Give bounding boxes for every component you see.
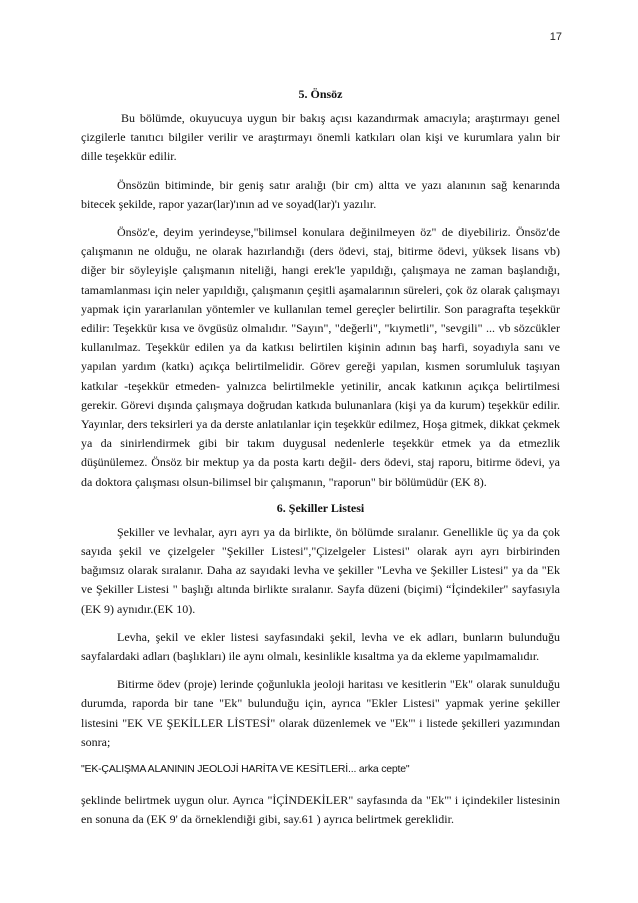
section-heading-sekiller-listesi: 6. Şekiller Listesi bbox=[276, 500, 365, 515]
paragraph-sekiller-order: Şekiller ve levhalar, ayrı ayrı ya da birlikte, ön bölümde sıralanır. Genellikle üç ya da çok sayıda şekil ve çizelgeler "Şekiller Listesi","Çizelgeler Listesi" olarak ayrı ayrı birbirinden bağımsız olarak sıralanır. Daha az sayıdaki levha ve şekiller "Levha ve Şekiller Listesi" ya da "Ek ve Şekiller Listesi " başlığı altında birlikte sıralanır. Sayfa düzeni (biçimi) “İçindekiler" sayfasıyla (EK 9) aynıdır.(EK 10). bbox=[81, 524, 560, 616]
paragraph-onsoz-signature: Önsözün bitiminde, bir geniş satır aralığı (bir cm) altta ve yazı alanının sağ kenarında bitecek şekilde, rapor yazar(lar)'ının ad ve soyad(lar)'ı yazılır. bbox=[81, 177, 560, 211]
document-body bbox=[81, 85, 560, 839]
paragraph-onsoz-content: Önsöz'e, deyim yerindeyse,"bilimsel konulara değinilmeyen öz" de diyebiliriz. Önsöz'de çalışmanın ne olduğu, ne olarak hazırlandığı (ders ödevi, staj, bitirme ödevi, yüksek lisans vb) diğer bir söyleyişle çalışmanın niteliği, hangi erek'le yapıldığı, çalışmaya ne zaman başlandığı, tamamlanması için neler yapıldığı, çalışmanın çeşitli aşamalarının süreleri, çok öz olarak çalışmayı yapmak için yararlanılan yöntemler ve kullanılan temel gereçler belirtilir. Son paragrafta teşekkür edilir: Teşekkür kısa ve övgüsüz olmalıdır. "Sayın", "değerli", "kıymetli", "sevgili" ... vb sözcükler kullanılmaz. Teşekkür edilen ya da katkısı belirtilen kişinin adının baş harfi, soyadıyla sanı ve yapılan yardım (katkı) açıkça belirtilmelidir. Görev gereği yapılan, kısmen sorumluluk taşıyan katkılar -teşekkür etmeden- yalnızca belirtilmekle yetinilir, ancak katkının açıkça belirtilmesi gerekir. Görevi dışında çalışmaya doğrudan katkıda bulunanlara (kişi ya da kurum) teşekkür edilir. Yayınlar, ders teksirleri ya da derste anlatılanlar için teşekkür edilmez, Hoşa gitmek, dikkat çekmek ya da sinirlendirmek gibi bir takım duygusal nedenlerle teşekkür etmek ya da etmezlik düşünülemez. Önsöz bir mektup ya da posta kartı değil- ders ödevi, staj raporu, bitirme ödevi, ya da doktora çalışması olsun-bilimsel bir çalışmanın, "raporun" bir bölümüdür (EK 8). bbox=[81, 225, 560, 489]
paragraph-sekiller-closing: şeklinde belirtmek uygun olur. Ayrıca "İÇİNDEKİLER" sayfasında da "Ek"' i içindekiler listesinin en sonuna da (EK 9' da örneklendiği gibi, say.61 ) ayrıca belirtmek gereklidir. bbox=[81, 793, 560, 827]
paragraph-sekiller-ek: Bitirme ödev (proje) lerinde çoğunlukla jeoloji haritası ve kesitlerin "Ek" olarak sunulduğu durumda, raporda bir tane "Ek" bulunduğu için, ayrıca "Ekler Listesi" yapmak yerine şekiller listesini "EK VE ŞEKİLLER LİSTESİ" olarak düzenlemek ve "Ek"' i listede şekilleri yazımından sonra; bbox=[81, 677, 560, 749]
example-list-entry: "EK-ÇALIŞMA ALANININ JEOLOJİ HARİTA VE KESİTLERİ... arka cepte" bbox=[81, 763, 410, 776]
paragraph-onsoz-intro: Bu bölümde, okuyucuya uygun bir bakış açısı kazandırmak amacıyla; araştırmayı genel çizgilerle tanıtıcı bilgiler verilir ve araştırmayı önemli katkıları olan kişi ve kurumlara yalın bir dille teşekkür edilir. bbox=[81, 111, 560, 164]
page-number: 17 bbox=[549, 31, 562, 43]
section-heading-onsoz: 5. Önsöz bbox=[298, 87, 343, 101]
section-sekiller-listesi bbox=[81, 499, 560, 830]
paragraph-sekiller-names: Levha, şekil ve ekler listesi sayfasındaki şekil, levha ve ek adları, bunların bulunduğu sayfalardaki adları (başlıkları) ile aynı olmalı, kesinlikle kısaltma ya da ekleme yapılmamalıdır. bbox=[81, 629, 560, 664]
